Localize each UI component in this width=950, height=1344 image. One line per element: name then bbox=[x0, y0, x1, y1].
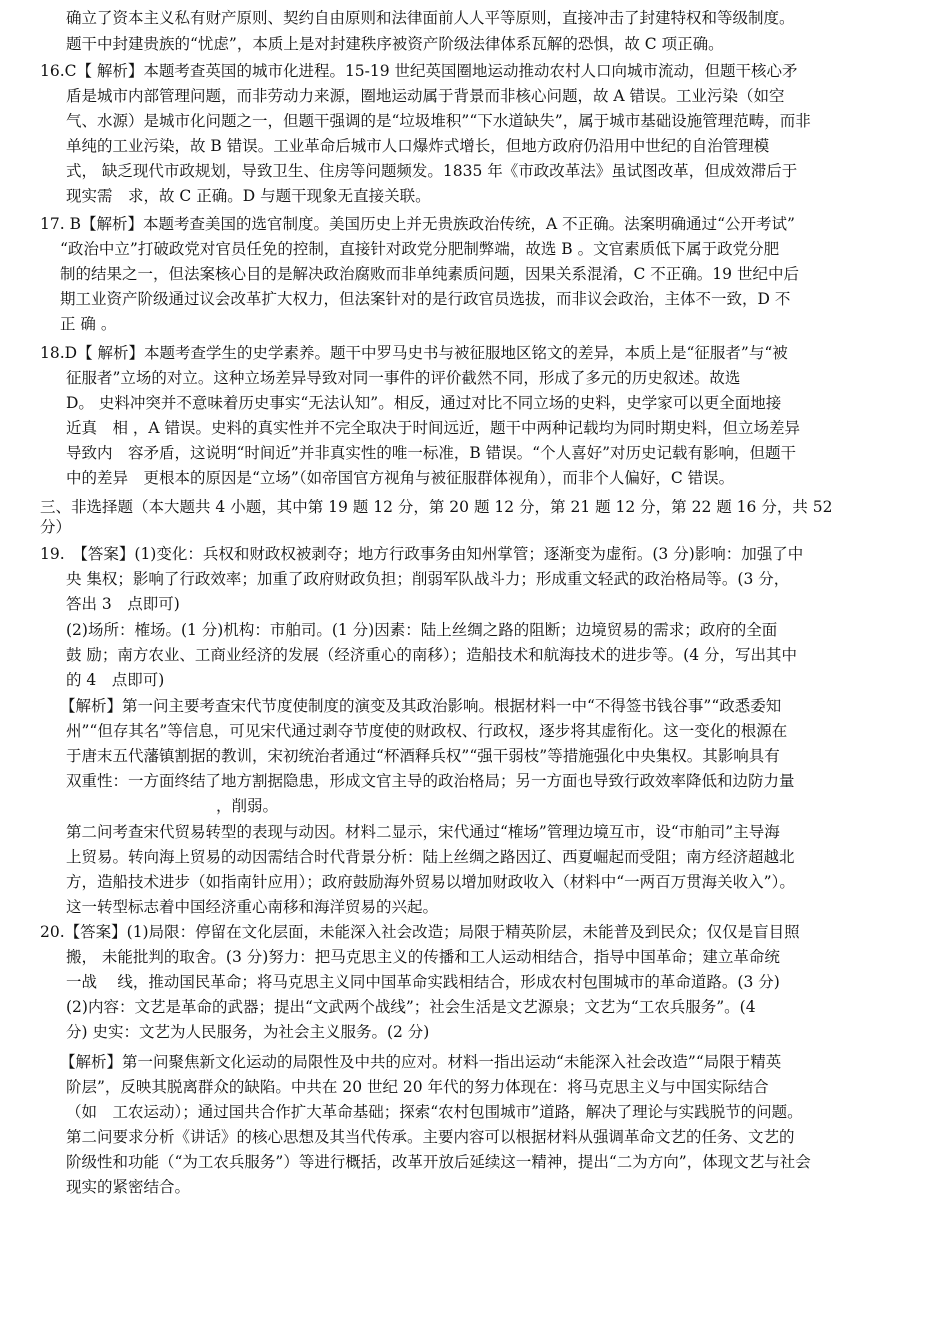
text-line: 第二问要求分析《讲话》的核心思想及其当代传承。主要内容可以根据材料从强调革命文艺的任务、文艺的 bbox=[66, 1128, 795, 1146]
text-line: 中的差异 更根本的原因是“立场”（如帝国官方视角与被征服群体视角），而非个人偏好，C 错误。 bbox=[66, 469, 735, 487]
text-line: (2)内容：文艺是革命的武器；提出“文武两个战线”；社会生活是文艺源泉；文艺为“工农兵服务”。(4 bbox=[66, 998, 756, 1016]
text-line: 阶层”，反映其脱离群众的缺陷。中共在 20 世纪 20 年代的努力体现在：将马克思主义与中国实际结合 bbox=[66, 1078, 769, 1096]
text-line: 16.C【 解析】本题考查英国的城市化进程。15-19 世纪英国圈地运动推动农村人口向城市流动，但题干核心矛 bbox=[40, 62, 798, 80]
text-line: 双重性：一方面终结了地方割据隐患，形成文官主导的政治格局；另一方面也导致行政效率降低和边防力量 bbox=[66, 772, 795, 790]
text-line: 17. B【解析】本题考查美国的选官制度。美国历史上并无贵族政治传统，A 不正确。法案明确通过“公开考试” bbox=[40, 215, 795, 233]
text-line: 19. 【答案】(1)变化：兵权和财政权被剥夺；地方行政事务由知州掌管；逐渐变为虚衔。(3 分)影响：加强了中 bbox=[40, 545, 804, 563]
text-line: 第二问考查宋代贸易转型的表现与动因。材料二显示，宋代通过“榷场”管理边境互市，设“市舶司”主导海 bbox=[66, 823, 780, 841]
text-line: 方，造船技术进步（如指南针应用）；政府鼓励海外贸易以增加财政收入（材料中“一两百万贯海关收入”）。 bbox=[66, 873, 795, 891]
text-line: 导致内 容矛盾，这说明“时间近”并非真实性的唯一标准，B 错误。“个人喜好”对历史记载有影响，但题干 bbox=[66, 444, 797, 462]
text-line: 上贸易。转向海上贸易的动因需结合时代背景分析：陆上丝绸之路因辽、西夏崛起而受阻；南方经济超越北 bbox=[66, 848, 795, 866]
text-line: 现实的紧密结合。 bbox=[66, 1178, 191, 1196]
text-line: 20.【答案】(1)局限：停留在文化层面，未能深入社会改造；局限于精英阶层，未能普及到民众；仅仅是盲目照 bbox=[40, 923, 800, 941]
text-line: 一战 线，推动国民革命；将马克思主义同中国革命实践相结合，形成农村包围城市的革命道路。(3 分) bbox=[66, 973, 780, 991]
text-line: 鼓 励；南方农业、工商业经济的发展（经济重心的南移）；造船技术和航海技术的进步等。(4 分，写出其中 bbox=[66, 646, 798, 664]
text-line: 分) 史实：文艺为人民服务，为社会主义服务。(2 分) bbox=[66, 1023, 430, 1041]
text-line: D。 史料冲突并不意味着历史事实“无法认知”。相反，通过对比不同立场的史料，史学家可以更全面地接 bbox=[66, 394, 782, 412]
text-line: 现实需 求，故 C 正确。D 与题干现象无直接关联。 bbox=[66, 187, 431, 205]
text-line: 搬， 未能批判的取舍。(3 分)努力：把马克思主义的传播和工人运动相结合，指导中国革命；建立革命统 bbox=[66, 948, 780, 966]
text-line: (2)场所：榷场。(1 分)机构：市舶司。(1 分)因素：陆上丝绸之路的阻断；边境贸易的需求；政府的全面 bbox=[66, 621, 778, 639]
text-line: 题干中封建贵族的“忧虑”，本质上是对封建秩序被资产阶级法律体系瓦解的恐惧，故 C 项正确。 bbox=[66, 35, 724, 53]
text-line: 征服者”立场的对立。这种立场差异导致对同一事件的评价截然不同，形成了多元的历史叙述。故选 bbox=[66, 369, 741, 387]
text-line: “政治中立”打破政党对官员任免的控制，直接针对政党分肥制弊端，故选 B 。文官素质低下属于政党分肥 bbox=[60, 240, 780, 258]
text-line: 央 集权；影响了行政效率；加重了政府财政负担；削弱军队战斗力；形成重文轻武的政治格局等。(3 分， bbox=[66, 570, 790, 588]
text-line: （如 工农运动）；通过国共合作扩大革命基础；探索“农村包围城市”道路，解决了理论与实践脱节的问题。 bbox=[66, 1103, 803, 1121]
text-line: 18.D【 解析】本题考查学生的史学素养。题干中罗马史书与被征服地区铭文的差异，本质上是“征服者”与“被 bbox=[40, 344, 788, 362]
text-line: 于唐末五代藩镇割据的教训，宋初统治者通过“杯酒释兵权”“强干弱枝”等措施强化中央集权。其影响具有 bbox=[66, 747, 780, 765]
text-line: 确立了资本主义私有财产原则、契约自由原则和法律面前人人平等原则，直接冲击了封建特权和等级制度。 bbox=[66, 9, 795, 27]
text-line: 【解析】第一问主要考查宋代节度使制度的演变及其政治影响。根据材料一中“不得签书钱谷事”“政悉委知 bbox=[60, 697, 782, 715]
text-line: 盾是城市内部管理问题，而非劳动力来源，圈地运动属于背景而非核心问题，故 A 错误。工业污染（如空 bbox=[66, 87, 785, 105]
text-line: 单纯的工业污染，故 B 错误。工业革命后城市人口爆炸式增长，但地方政府仍沿用中世纪的自治管理模 bbox=[66, 137, 770, 155]
text-line: 分） bbox=[40, 518, 72, 536]
text-line: 【解析】第一问聚焦新文化运动的局限性及中共的应对。材料一指出运动“未能深入社会改造”“局限于精英 bbox=[60, 1053, 782, 1071]
text-line: 制的结果之一，但法案核心目的是解决政治腐败而非单纯素质问题，因果关系混淆，C 不正确。19 世纪中后 bbox=[60, 265, 799, 283]
text-line: 三、非选择题（本大题共 4 小题，其中第 19 题 12 分，第 20 题 12 分，第 21 题 12 分，第 22 题 16 分，共 52 bbox=[40, 498, 833, 516]
text-line: 阶级性和功能（“为工农兵服务”）等进行概括，改革开放后延续这一精神，提出“二为方向”，体现文艺与社会 bbox=[66, 1153, 811, 1171]
text-line: 期工业资产阶级通过议会改革扩大权力，但法案针对的是行政官员选拔，而非议会政治，主体不一致，D 不 bbox=[60, 290, 791, 308]
text-line: 的 4 点即可) bbox=[66, 671, 165, 689]
text-line: 正 确 。 bbox=[60, 315, 117, 333]
text-line: 气、水源）是城市化问题之一，但题干强调的是“垃圾堆积”“下水道缺失”，属于城市基础设施管理范畴，而非 bbox=[66, 112, 811, 130]
text-line: 答出 3 点即可) bbox=[66, 595, 180, 613]
text-line: 式， 缺乏现代市政规划，导致卫生、住房等问题频发。1835 年《市政改革法》虽试图改革，但成效滞后于 bbox=[66, 162, 798, 180]
text-line: 州”“但存其名”等信息，可见宋代通过剥夺节度使的财政权、行政权，逐步将其虚衔化。这一变化的根源在 bbox=[66, 722, 788, 740]
text-line: 这一转型标志着中国经济重心南移和海洋贸易的兴起。 bbox=[66, 898, 439, 916]
text-line: ，削弱。 bbox=[216, 797, 279, 815]
text-line: 近真 相 ，A 错误。史料的真实性并不完全取决于时间远近，题干中两种记载均为同时期史料，但立场差异 bbox=[66, 419, 801, 437]
